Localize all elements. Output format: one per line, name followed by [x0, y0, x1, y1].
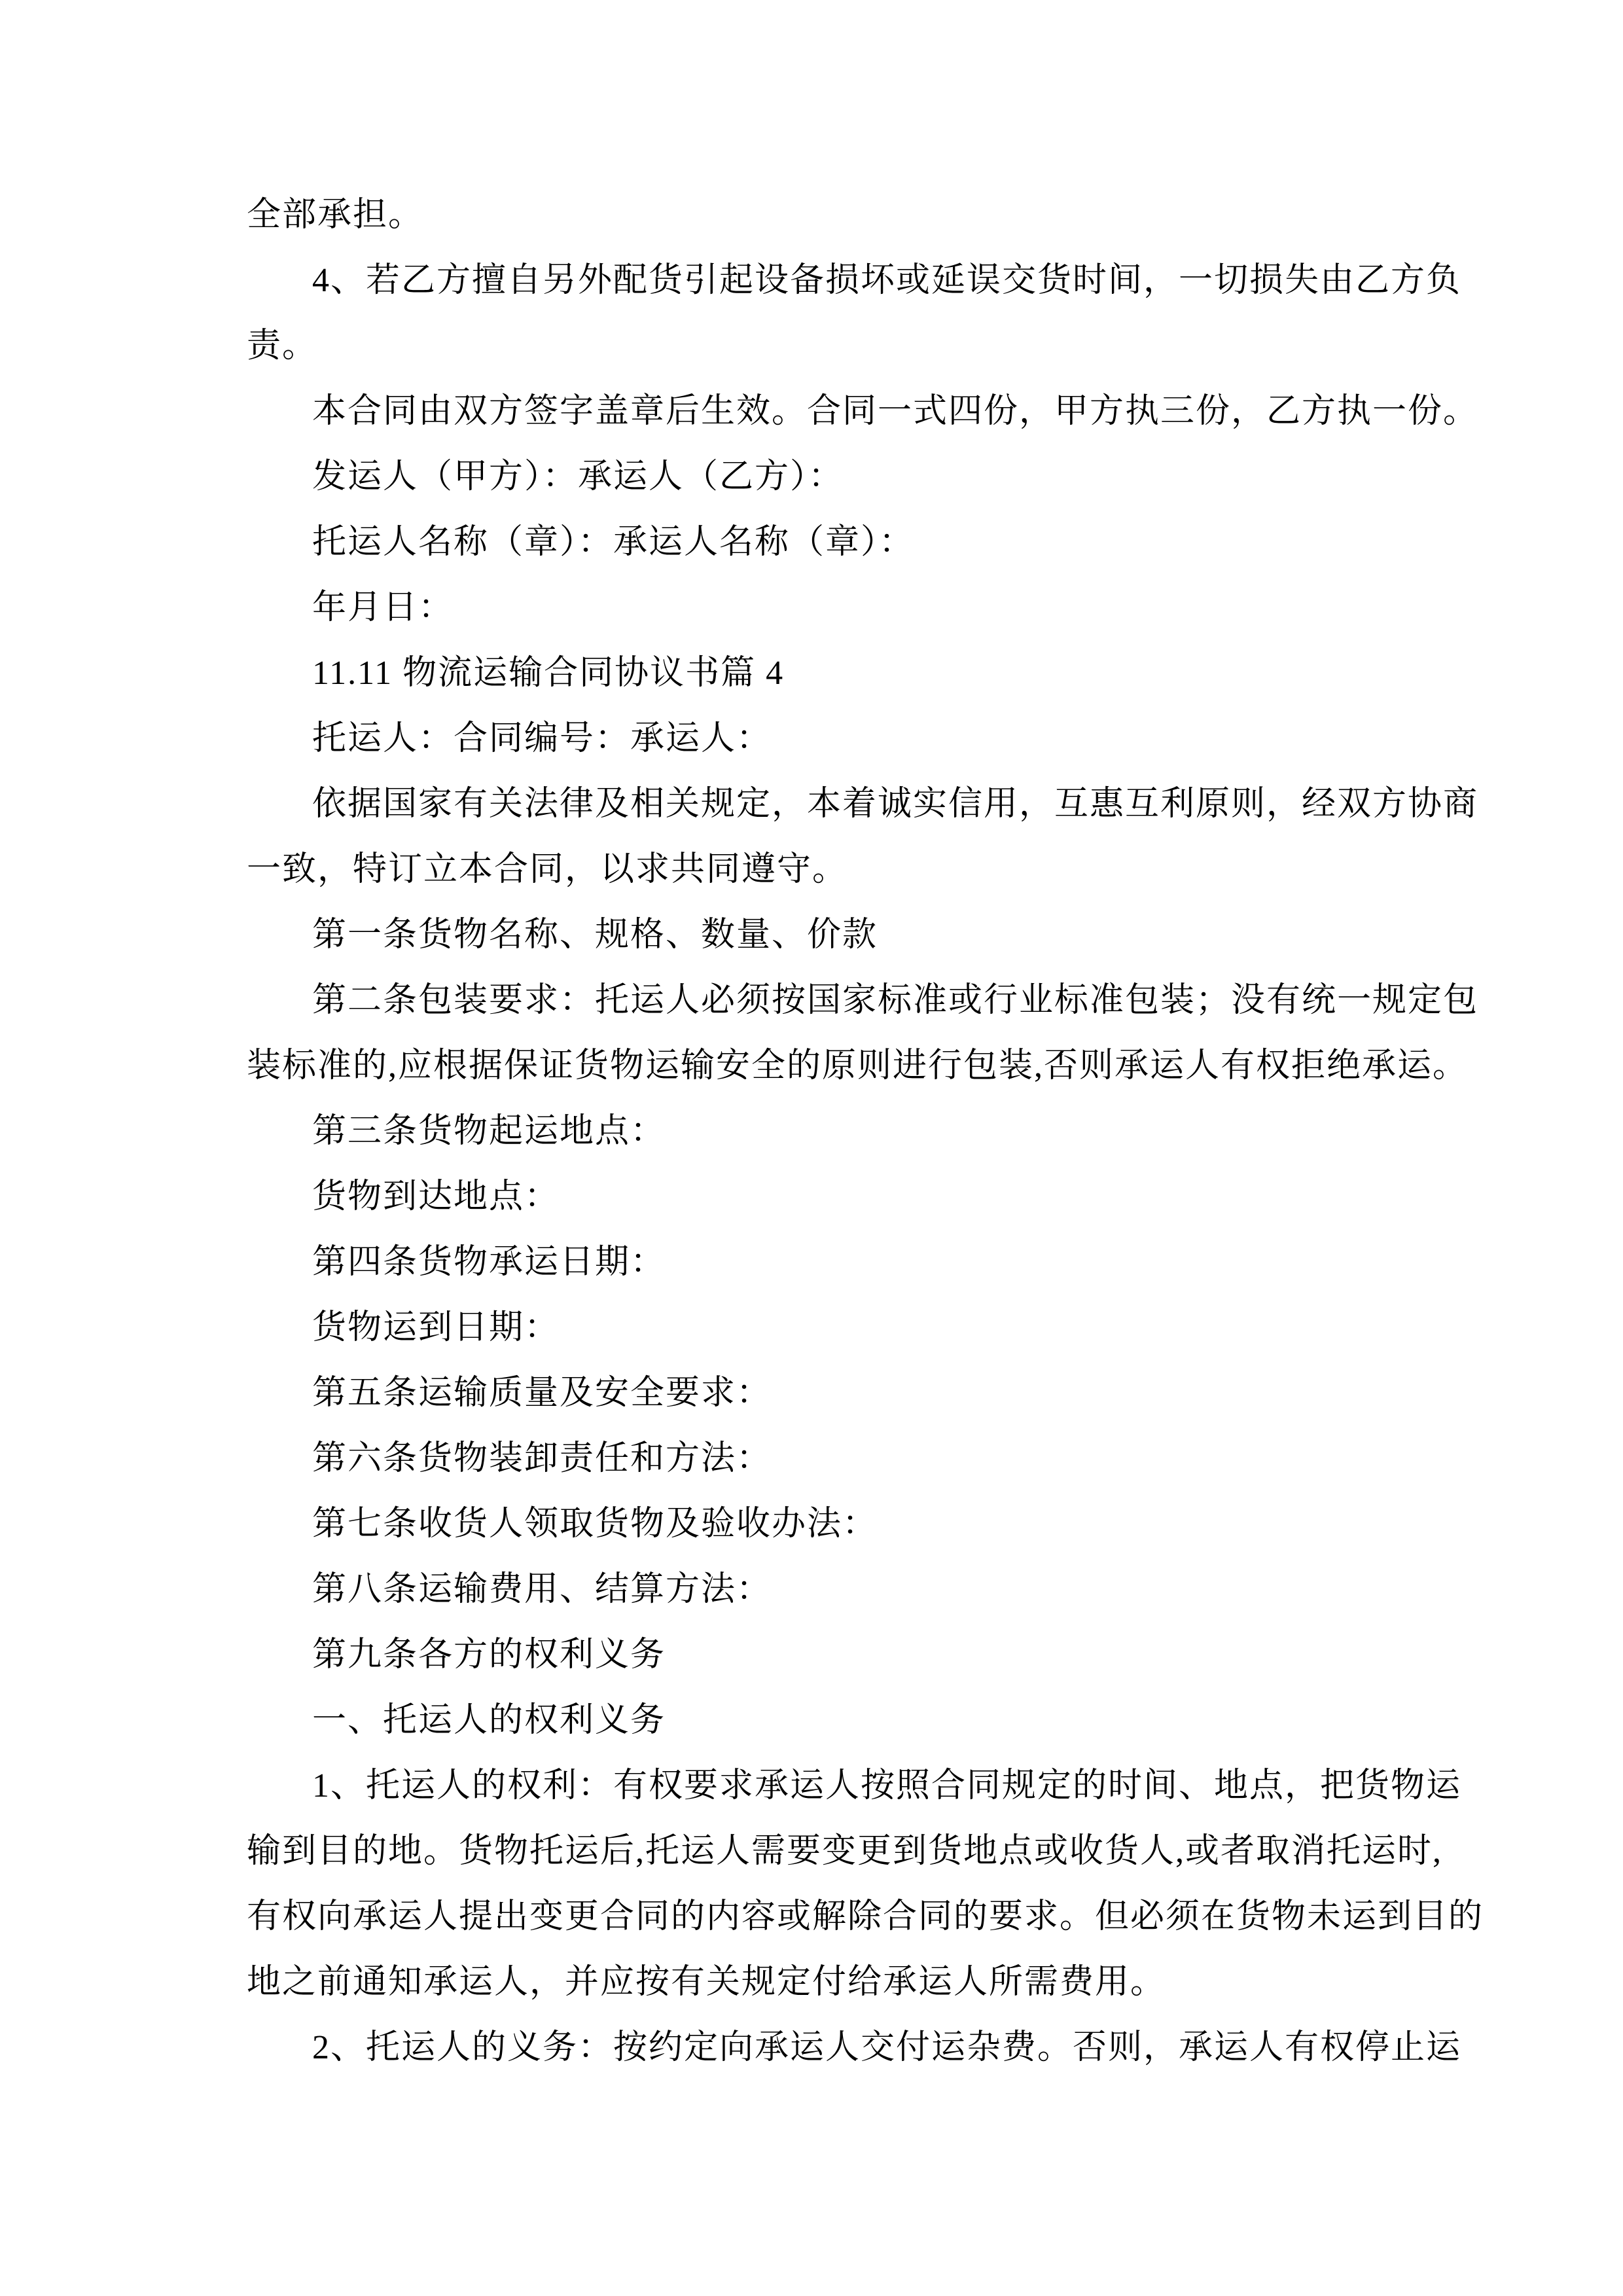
text-line-19: 第五条运输质量及安全要求： — [312, 1374, 772, 1412]
text-line-11: 一致，特订立本合同，以求共同遵守。 — [247, 851, 848, 888]
text-line-16: 货物到达地点： — [312, 1178, 560, 1215]
text-line-13: 第二条包装要求：托运人必须按国家标准或行业标准包装；没有统一规定包 — [312, 982, 1479, 1019]
text-line-23: 第九条各方的权利义务 — [312, 1636, 666, 1674]
text-line-26: 输到目的地。货物托运后,托运人需要变更到货地点或收货人,或者取消托运时, — [247, 1833, 1443, 1870]
text-line-12: 第一条货物名称、规格、数量、价款 — [312, 916, 878, 954]
text-line-20: 第六条货物装卸责任和方法： — [312, 1440, 772, 1477]
text-line-15: 第三条货物起运地点： — [312, 1113, 666, 1150]
text-line-7: 年月日： — [312, 589, 454, 626]
text-line-21: 第七条收货人领取货物及验收办法： — [312, 1505, 878, 1543]
text-line-17: 第四条货物承运日期： — [312, 1244, 666, 1281]
text-line-2: 4、若乙方擅自另外配货引起设备损坏或延误交货时间，一切损失由乙方负 — [312, 262, 1462, 299]
text-line-14: 装标准的,应根据保证货物运输安全的原则进行包装,否则承运人有权拒绝承运。 — [247, 1047, 1469, 1085]
text-line-28: 地之前通知承运人，并应按有关规定付给承运人所需费用。 — [247, 1964, 1166, 2001]
text-line-1: 全部承担。 — [247, 196, 424, 234]
text-line-3: 责。 — [247, 327, 318, 365]
text-line-24: 一、托运人的权利义务 — [312, 1702, 666, 1739]
text-line-22: 第八条运输费用、结算方法： — [312, 1571, 772, 1608]
text-line-5: 发运人（甲方）：承运人（乙方）： — [312, 458, 844, 495]
text-line-27: 有权向承运人提出变更合同的内容或解除合同的要求。但必须在货物未运到目的 — [247, 1898, 1484, 1935]
text-line-18: 货物运到日期： — [312, 1309, 560, 1346]
text-line-8: 11.11 物流运输合同协议书篇 4 — [312, 655, 785, 692]
text-line-9: 托运人：合同编号：承运人： — [312, 720, 772, 757]
text-line-6: 托运人名称（章）：承运人名称（章）： — [312, 524, 915, 561]
text-line-25: 1、托运人的权利：有权要求承运人按照合同规定的时间、地点，把货物运 — [312, 1767, 1462, 1804]
text-line-29: 2、托运人的义务：按约定向承运人交付运杂费。否则，承运人有权停止运 — [312, 2029, 1462, 2066]
text-line-10: 依据国家有关法律及相关规定，本着诚实信用，互惠互利原则，经双方协商 — [312, 785, 1479, 823]
text-line-4: 本合同由双方签字盖章后生效。合同一式四份，甲方执三份，乙方执一份。 — [312, 393, 1479, 430]
document-content — [247, 183, 1484, 2081]
